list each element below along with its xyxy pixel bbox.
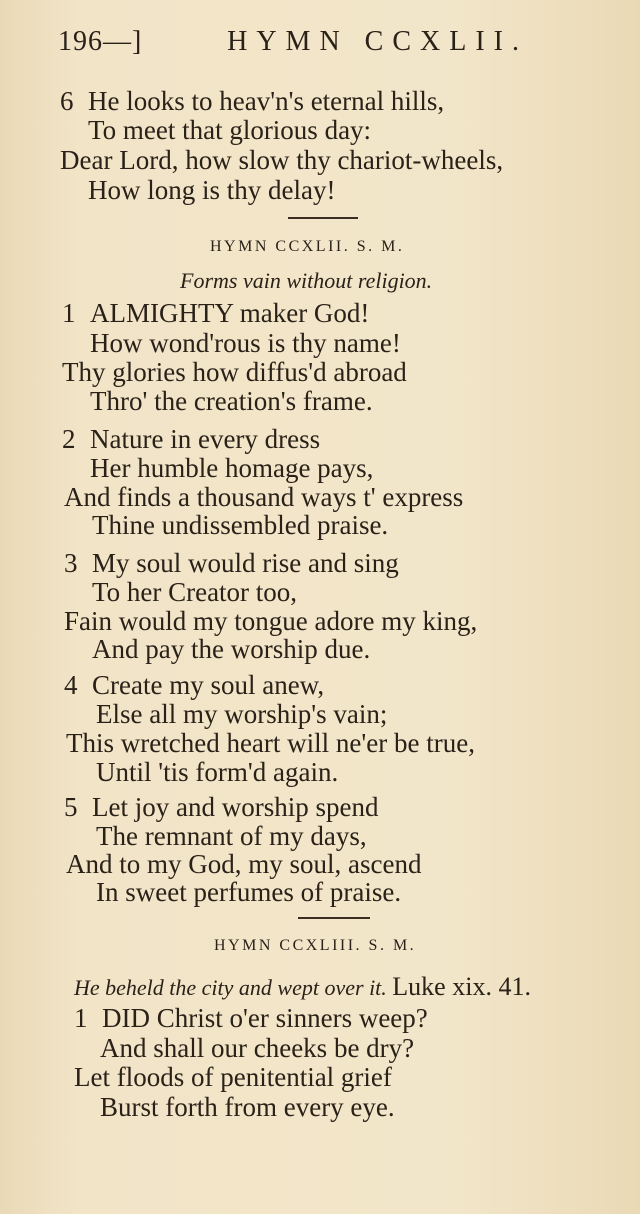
h242-s3-line-2: To her Creator too,: [92, 577, 298, 607]
hymn-243-subtitle: He beheld the city and wept over it. Luke xix. 41.: [74, 972, 531, 1001]
h243-s1-line-4: Burst forth from every eye.: [100, 1092, 395, 1122]
stanza-6-line-3: Dear Lord, how slow thy chariot-wheels,: [60, 145, 504, 175]
h242-s1-line-2: How wond'rous is thy name!: [90, 328, 401, 358]
h242-s4-line-4: Until 'tis form'd again.: [96, 757, 339, 787]
stanza-number: 1: [74, 1003, 88, 1033]
h243-s1-line-3: Let floods of penitential grief: [74, 1062, 392, 1092]
h242-s5-line-3: And to my God, my soul, ascend: [66, 849, 422, 879]
h242-s2-line-3: And finds a thousand ways t' express: [64, 482, 464, 512]
hymn-243-title: HYMN CCXLIII. S. M.: [214, 937, 417, 954]
h242-s1-line-1: 1 ALMIGHTY maker God!: [62, 298, 370, 328]
h242-s2-line-4: Thine undissembled praise.: [92, 510, 389, 540]
h242-s1-line-4: Thro' the creation's frame.: [90, 386, 373, 416]
stanza-6-line-2: To meet that glorious day:: [88, 115, 372, 145]
h242-s3-line-1: 3 My soul would rise and sing: [64, 548, 399, 578]
stanza-number: 5: [64, 792, 78, 822]
stanza-number: 4: [64, 670, 78, 700]
h242-s5-line-1: 5 Let joy and worship spend: [64, 792, 379, 822]
h242-s1-line-3: Thy glories how diffus'd abroad: [62, 357, 407, 387]
stanza-number: 6: [60, 86, 74, 116]
section-rule: [288, 217, 358, 219]
scripture-reference: Luke xix. 41.: [392, 972, 531, 1001]
h242-s4-line-2: Else all my worship's vain;: [96, 699, 388, 729]
stanza-number: 2: [62, 424, 76, 454]
h242-s5-line-4: In sweet perfumes of praise.: [96, 877, 402, 907]
stanza-number: 3: [64, 548, 78, 578]
h242-s4-line-1: 4 Create my soul anew,: [64, 670, 325, 700]
h242-s3-line-3: Fain would my tongue adore my king,: [64, 606, 478, 636]
stanza-6-line-1: 6 He looks to heav'n's eternal hills,: [60, 86, 445, 116]
h243-s1-line-2: And shall our cheeks be dry?: [100, 1033, 415, 1063]
h242-s2-line-2: Her humble homage pays,: [90, 453, 374, 483]
h242-s5-line-2: The remnant of my days,: [96, 821, 367, 851]
stanza-number: 1: [62, 298, 76, 328]
h242-s4-line-3: This wretched heart will ne'er be true,: [66, 728, 475, 758]
section-rule: [298, 917, 370, 919]
h243-s1-line-1: 1 DID Christ o'er sinners weep?: [74, 1003, 428, 1033]
h242-s2-line-1: 2 Nature in every dress: [62, 424, 321, 454]
page-header: [58, 26, 528, 66]
h242-s3-line-4: And pay the worship due.: [92, 634, 371, 664]
running-title: HYMN CCXLII.: [227, 26, 528, 57]
hymn-242-subtitle: Forms vain without religion.: [180, 268, 433, 293]
stanza-6-line-4: How long is thy delay!: [88, 175, 336, 205]
hymn-242-title: HYMN CCXLII. S. M.: [210, 238, 405, 255]
page-number: 196—]: [58, 26, 143, 57]
